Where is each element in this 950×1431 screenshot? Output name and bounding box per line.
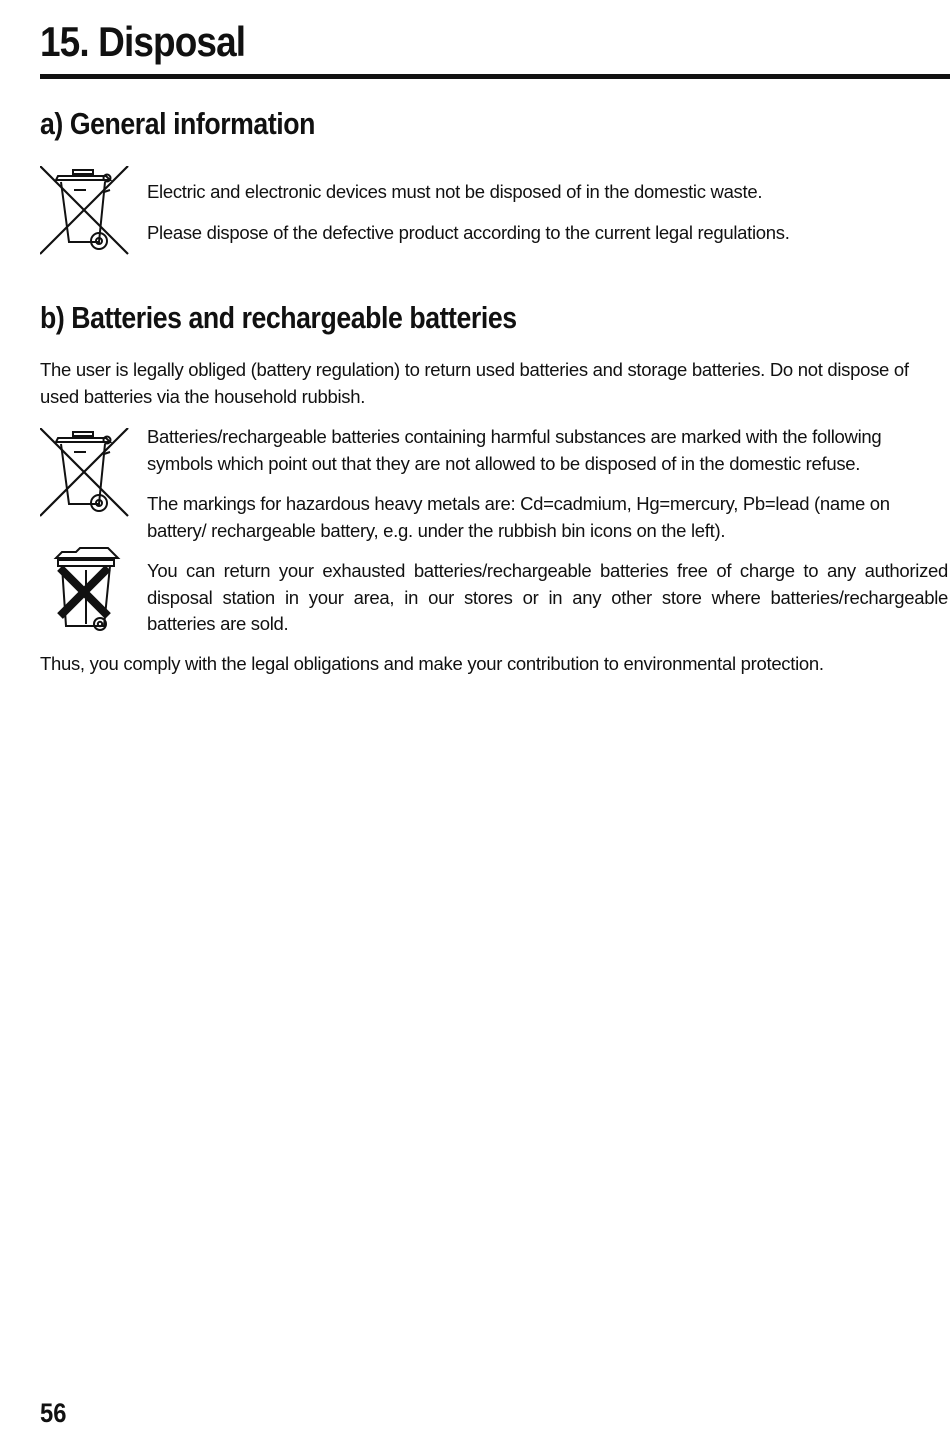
crossed-out-wheelie-bin-icon <box>40 166 130 256</box>
battery-intro-paragraph: The user is legally obliged (battery regulation) to return used batteries and storage batteries. Do not dispose of used batteries via the household rubbish. <box>40 359 909 407</box>
return-batteries-paragraph: You can return your exhausted batteries/rechargeable batteries free of charge to any authorized disposal station in your area, in our stores or in any other store where batteries/rechargeable batteries are sold. <box>147 560 948 634</box>
general-info-line-2: Please dispose of the defective product according to the current legal regulations. <box>147 222 790 243</box>
section-a-heading: a) General information <box>40 106 315 141</box>
closing-paragraph: Thus, you comply with the legal obligations and make your contribution to environmental protection. <box>40 653 824 674</box>
title-rule <box>40 74 950 79</box>
page-number: 56 <box>40 1398 67 1428</box>
crossed-out-wheelie-bin-icon <box>40 428 130 518</box>
crossed-out-battery-bin-icon <box>48 546 122 632</box>
page-title: 15. Disposal <box>40 18 246 65</box>
heavy-metals-paragraph: The markings for hazardous heavy metals are: Cd=cadmium, Hg=mercury, Pb=lead (name on battery/ rechargeable battery, e.g. under the rubbish bin icons on the left). <box>147 493 890 541</box>
section-b-heading: b) Batteries and rechargeable batteries <box>40 300 517 335</box>
battery-symbols-paragraph: Batteries/rechargeable batteries containing harmful substances are marked with the following symbols which point out that they are not allowed to be disposed of in the domestic refuse. <box>147 426 882 474</box>
general-info-line-1: Electric and electronic devices must not be disposed of in the domestic waste. <box>147 181 763 202</box>
